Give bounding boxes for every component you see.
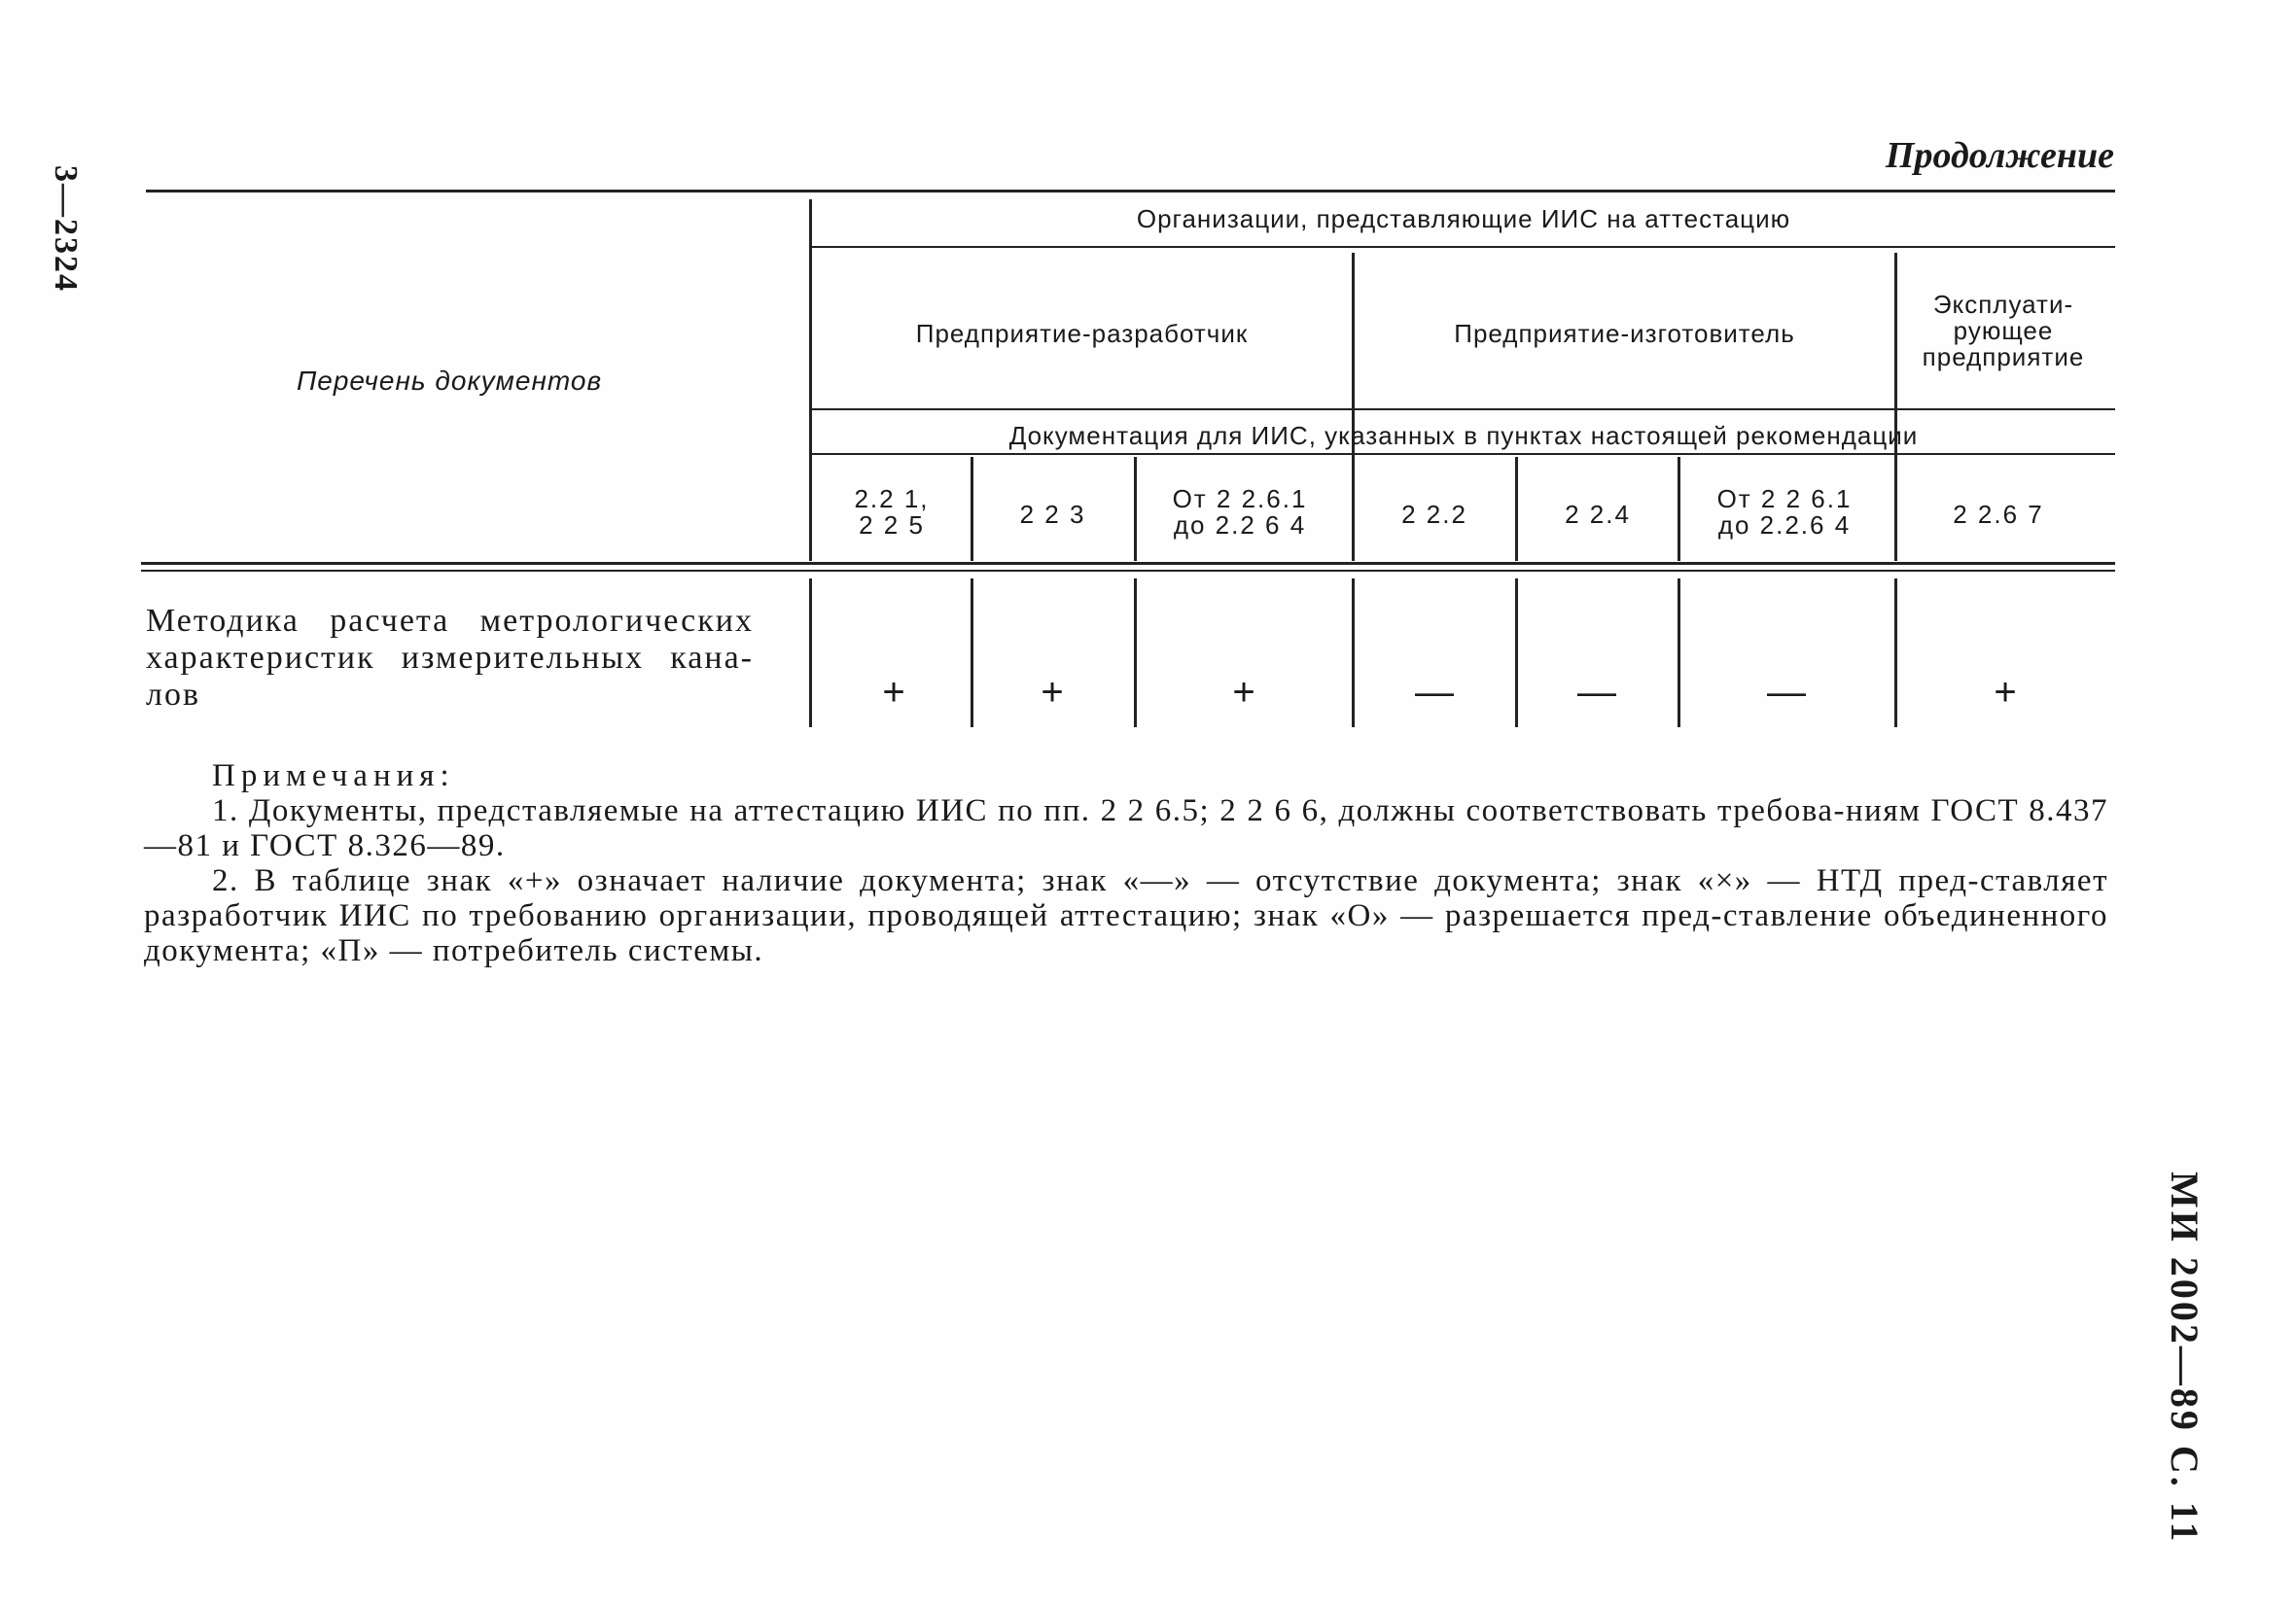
col-divider-1 <box>971 457 973 561</box>
column-header: От 2 2 6.1 до 2.2.6 4 <box>1716 484 1853 540</box>
margin-document-code: МИ 2002—89 С. 11 <box>2163 1171 2207 1545</box>
column-header: 2 2 3 <box>1019 500 1086 529</box>
margin-page-code: 3—2324 <box>48 165 84 293</box>
group-divider-2 <box>1894 253 1897 561</box>
column-header: 2 2.4 <box>1565 500 1631 529</box>
notes-section <box>144 758 2108 968</box>
body-divider-3 <box>1352 578 1355 727</box>
col-divider-4 <box>1515 457 1518 561</box>
column-header: От 2 2.6.1 до 2.2 6 4 <box>1172 484 1308 540</box>
documentation-subheader: Документация для ИИС, указанных в пунктах настоящей рекомендации <box>1008 421 1919 450</box>
body-divider-1 <box>971 578 973 727</box>
body-divider-6 <box>1894 578 1897 727</box>
header-bottom-rule-b <box>141 570 2115 572</box>
body-divider-2 <box>1134 578 1137 727</box>
table-top-rule <box>146 190 2115 192</box>
column-header: 2.2 1, 2 2 5 <box>854 484 930 540</box>
table-cell-mark: — <box>1577 671 1616 714</box>
note-item: 1. Документы, представляемые на аттестацию ИИС по пп. 2 2 6.5; 2 2 6 6, должны соответствовать требова-ниям ГОСТ 8.437—81 и ГОСТ 8.326—89. <box>144 793 2108 863</box>
continuation-label: Продолжение <box>1885 135 2114 176</box>
group-divider-1 <box>1352 253 1355 561</box>
group-header-developer: Предприятие-разработчик <box>915 319 1249 348</box>
table-cell-mark: — <box>1767 671 1806 714</box>
col-divider-5 <box>1678 457 1680 561</box>
header-rule-3 <box>809 453 2115 455</box>
table-cell-mark: + <box>1232 671 1255 714</box>
body-divider-5 <box>1678 578 1680 727</box>
column-header: 2 2.6 7 <box>1953 500 2044 529</box>
header-bottom-rule-a <box>141 562 2115 565</box>
table-cell-mark: + <box>1041 671 1064 714</box>
header-rule-1 <box>809 246 2115 248</box>
note-item: 2. В таблице знак «+» означает наличие документа; знак «—» — отсутствие документа; знак «×» — НТД пред-ставляет разработчик ИИС по требованию организации, проводящей аттестацию; знак «О» — разрешается пред-ставление объединенного документа; «П» — потребитель системы. <box>144 863 2108 968</box>
notes-title: Примечания: <box>212 758 455 793</box>
table-cell-mark: — <box>1415 671 1454 714</box>
header-rule-2 <box>809 408 2115 410</box>
group-header-operator: Эксплуати-рующее предприятие <box>1922 290 2085 371</box>
table-cell-mark: + <box>1994 671 2017 714</box>
group-header-manufacturer: Предприятие-изготовитель <box>1454 319 1795 348</box>
table-cell-mark: + <box>882 671 905 714</box>
col-divider-0 <box>809 199 812 561</box>
first-column-header: Перечень документов <box>297 366 603 396</box>
organizations-header: Организации, представляющие ИИС на аттестацию <box>1136 204 1791 233</box>
body-divider-0 <box>809 578 812 727</box>
column-header: 2 2.2 <box>1401 500 1467 529</box>
table-row-label: Методика расчета метрологических характеристик измерительных кана-лов <box>146 603 754 713</box>
body-divider-4 <box>1515 578 1518 727</box>
col-divider-2 <box>1134 457 1137 561</box>
